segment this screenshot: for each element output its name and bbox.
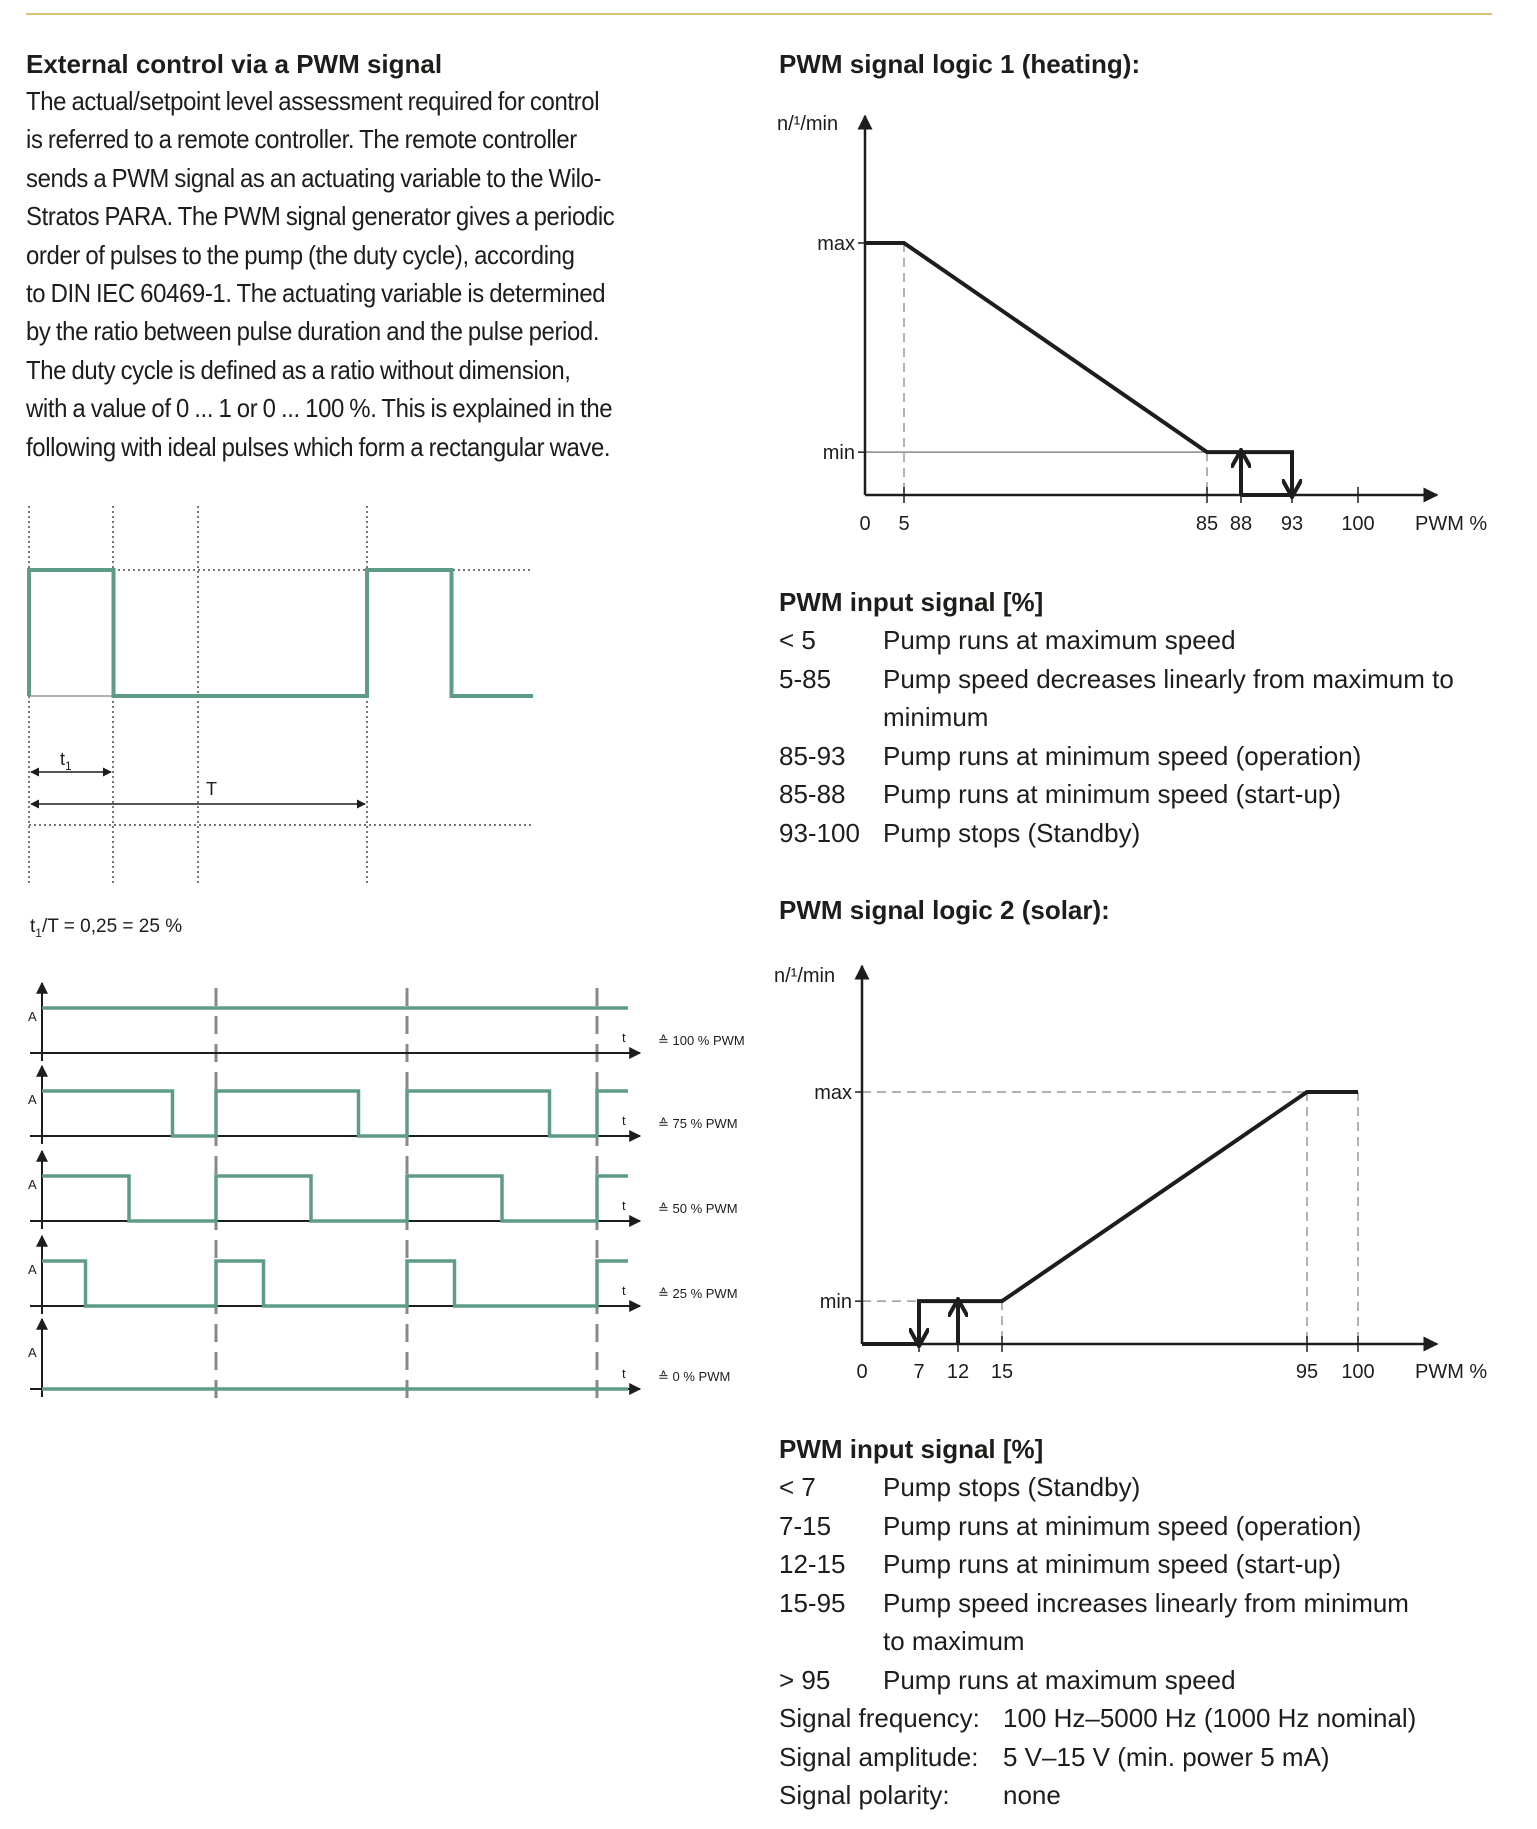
- pwm-example-label: ≙ 50 % PWM: [658, 1201, 738, 1216]
- intro-line: The duty cycle is defined as a ratio without dimension,: [26, 354, 571, 385]
- chart2-title: PWM signal logic 2 (solar):: [779, 895, 1110, 925]
- x-tick-label: 88: [1229, 513, 1253, 535]
- pwm-example-label: ≙ 0 % PWM: [658, 1369, 731, 1384]
- chart-heating: [777, 113, 1487, 535]
- section-title: External control via a PWM signal: [26, 49, 443, 79]
- speed-curve: [865, 243, 1292, 495]
- amplitude-label: A: [28, 1262, 37, 1277]
- row-value: none: [1003, 1780, 1061, 1811]
- x-tick-label: 93: [1280, 513, 1304, 535]
- x-tick-label: 12: [946, 1361, 970, 1383]
- x-tick-label: 15: [990, 1361, 1014, 1383]
- pwm-examples: [28, 983, 745, 1400]
- row-value: Pump runs at maximum speed: [883, 625, 1236, 656]
- table1-heading: PWM input signal [%]: [779, 587, 1044, 617]
- y-tick-label: min: [819, 1291, 852, 1314]
- row-value: 5 V–15 V (min. power 5 mA): [1003, 1741, 1330, 1772]
- x-tick-label: 5: [898, 513, 910, 535]
- row-value: Pump speed increases linearly from minimum: [883, 1587, 1409, 1618]
- x-axis-label: PWM %: [1415, 513, 1488, 535]
- row-key: < 5: [779, 625, 816, 656]
- row-value: Pump stops (Standby): [883, 1472, 1141, 1503]
- row-value: minimum: [883, 702, 989, 733]
- row-key: 85-88: [779, 779, 846, 810]
- pulse-diagram: [29, 506, 533, 940]
- intro-line: by the ratio between pulse duration and the pulse period.: [26, 316, 600, 347]
- x-tick-label: 100: [1341, 513, 1375, 535]
- time-label: t: [622, 1113, 626, 1128]
- table2-heading: PWM input signal [%]: [779, 1434, 1044, 1464]
- T-label: T: [206, 779, 217, 799]
- row-key: 85-93: [779, 740, 846, 771]
- intro-line: is referred to a remote controller. The remote controller: [26, 124, 577, 155]
- pulse-wave: [29, 570, 533, 696]
- pwm-example-label: ≙ 75 % PWM: [658, 1116, 738, 1131]
- stop-arrow: [919, 1301, 958, 1344]
- intro-line: The actual/setpoint level assessment required for control: [26, 86, 600, 116]
- row-key: Signal frequency:: [779, 1703, 980, 1734]
- amplitude-label: A: [28, 1345, 37, 1360]
- intro-line: sends a PWM signal as an actuating variable to the Wilo-: [26, 162, 602, 193]
- row-value: Pump runs at maximum speed: [883, 1664, 1236, 1695]
- chart1-title: PWM signal logic 1 (heating):: [779, 49, 1141, 79]
- pwm-waveform: [42, 1176, 628, 1221]
- row-key: Signal polarity:: [779, 1780, 950, 1811]
- x-tick-label: 0: [856, 1361, 868, 1383]
- row-value: Pump runs at minimum speed (operation): [883, 740, 1362, 771]
- x-tick-label: 7: [913, 1361, 925, 1383]
- pwm-waveform: [42, 1091, 628, 1136]
- y-axis-label: n/¹/min: [774, 965, 836, 987]
- time-label: t: [622, 1366, 626, 1381]
- time-label: t: [622, 1283, 626, 1298]
- y-tick-label: max: [814, 1082, 852, 1104]
- row-value: 100 Hz–5000 Hz (1000 Hz nominal): [1003, 1703, 1417, 1734]
- t1-label: $t_1$: [60, 749, 72, 773]
- row-key: 12-15: [779, 1549, 846, 1580]
- amplitude-label: A: [28, 1177, 37, 1192]
- row-key: 7-15: [779, 1510, 832, 1541]
- row-value: Pump runs at minimum speed (start-up): [883, 779, 1342, 810]
- intro-line: Stratos PARA. The PWM signal generator gives a periodic: [26, 201, 615, 232]
- x-axis-label: PWM %: [1415, 1361, 1488, 1383]
- intro-line: order of pulses to the pump (the duty cycle), according: [26, 239, 575, 270]
- y-axis-label: n/¹/min: [777, 113, 839, 135]
- pwm-example-label: ≙ 25 % PWM: [658, 1286, 738, 1301]
- amplitude-label: A: [28, 1009, 37, 1024]
- y-tick-label: min: [822, 442, 855, 465]
- row-value: Pump stops (Standby): [883, 817, 1141, 848]
- row-value: to maximum: [883, 1626, 1025, 1657]
- row-value: Pump speed decreases linearly from maximum to: [883, 663, 1454, 694]
- x-tick-label: 95: [1295, 1361, 1319, 1383]
- intro-line: with a value of 0 ... 1 or 0 ... 100 %. This is explained in the: [26, 393, 613, 424]
- row-key: 5-85: [779, 663, 832, 694]
- duty-caption: $t_1/T = 0,25 = 25$ %: [30, 916, 183, 940]
- pwm-example-label: ≙ 100 % PWM: [658, 1033, 745, 1048]
- row-value: Pump runs at minimum speed (start-up): [883, 1549, 1342, 1580]
- amplitude-label: A: [28, 1092, 37, 1107]
- intro-line: to DIN IEC 60469-1. The actuating variable is determined: [26, 278, 606, 309]
- x-tick-label: 100: [1341, 1361, 1375, 1383]
- chart-solar: [774, 965, 1487, 1383]
- row-value: Pump runs at minimum speed (operation): [883, 1510, 1362, 1541]
- x-tick-label: 0: [859, 513, 871, 535]
- row-key: < 7: [779, 1472, 816, 1503]
- speed-curve: [958, 1092, 1358, 1301]
- row-key: 93-100: [779, 817, 860, 848]
- intro-line: following with ideal pulses which form a rectangular wave.: [26, 431, 611, 462]
- row-key: 15-95: [779, 1587, 846, 1618]
- time-label: t: [622, 1030, 626, 1045]
- pwm-waveform: [42, 1261, 628, 1306]
- row-key: Signal amplitude:: [779, 1741, 979, 1772]
- y-tick-label: max: [817, 233, 855, 255]
- time-label: t: [622, 1198, 626, 1213]
- row-key: > 95: [779, 1664, 831, 1695]
- x-tick-label: 85: [1195, 513, 1219, 535]
